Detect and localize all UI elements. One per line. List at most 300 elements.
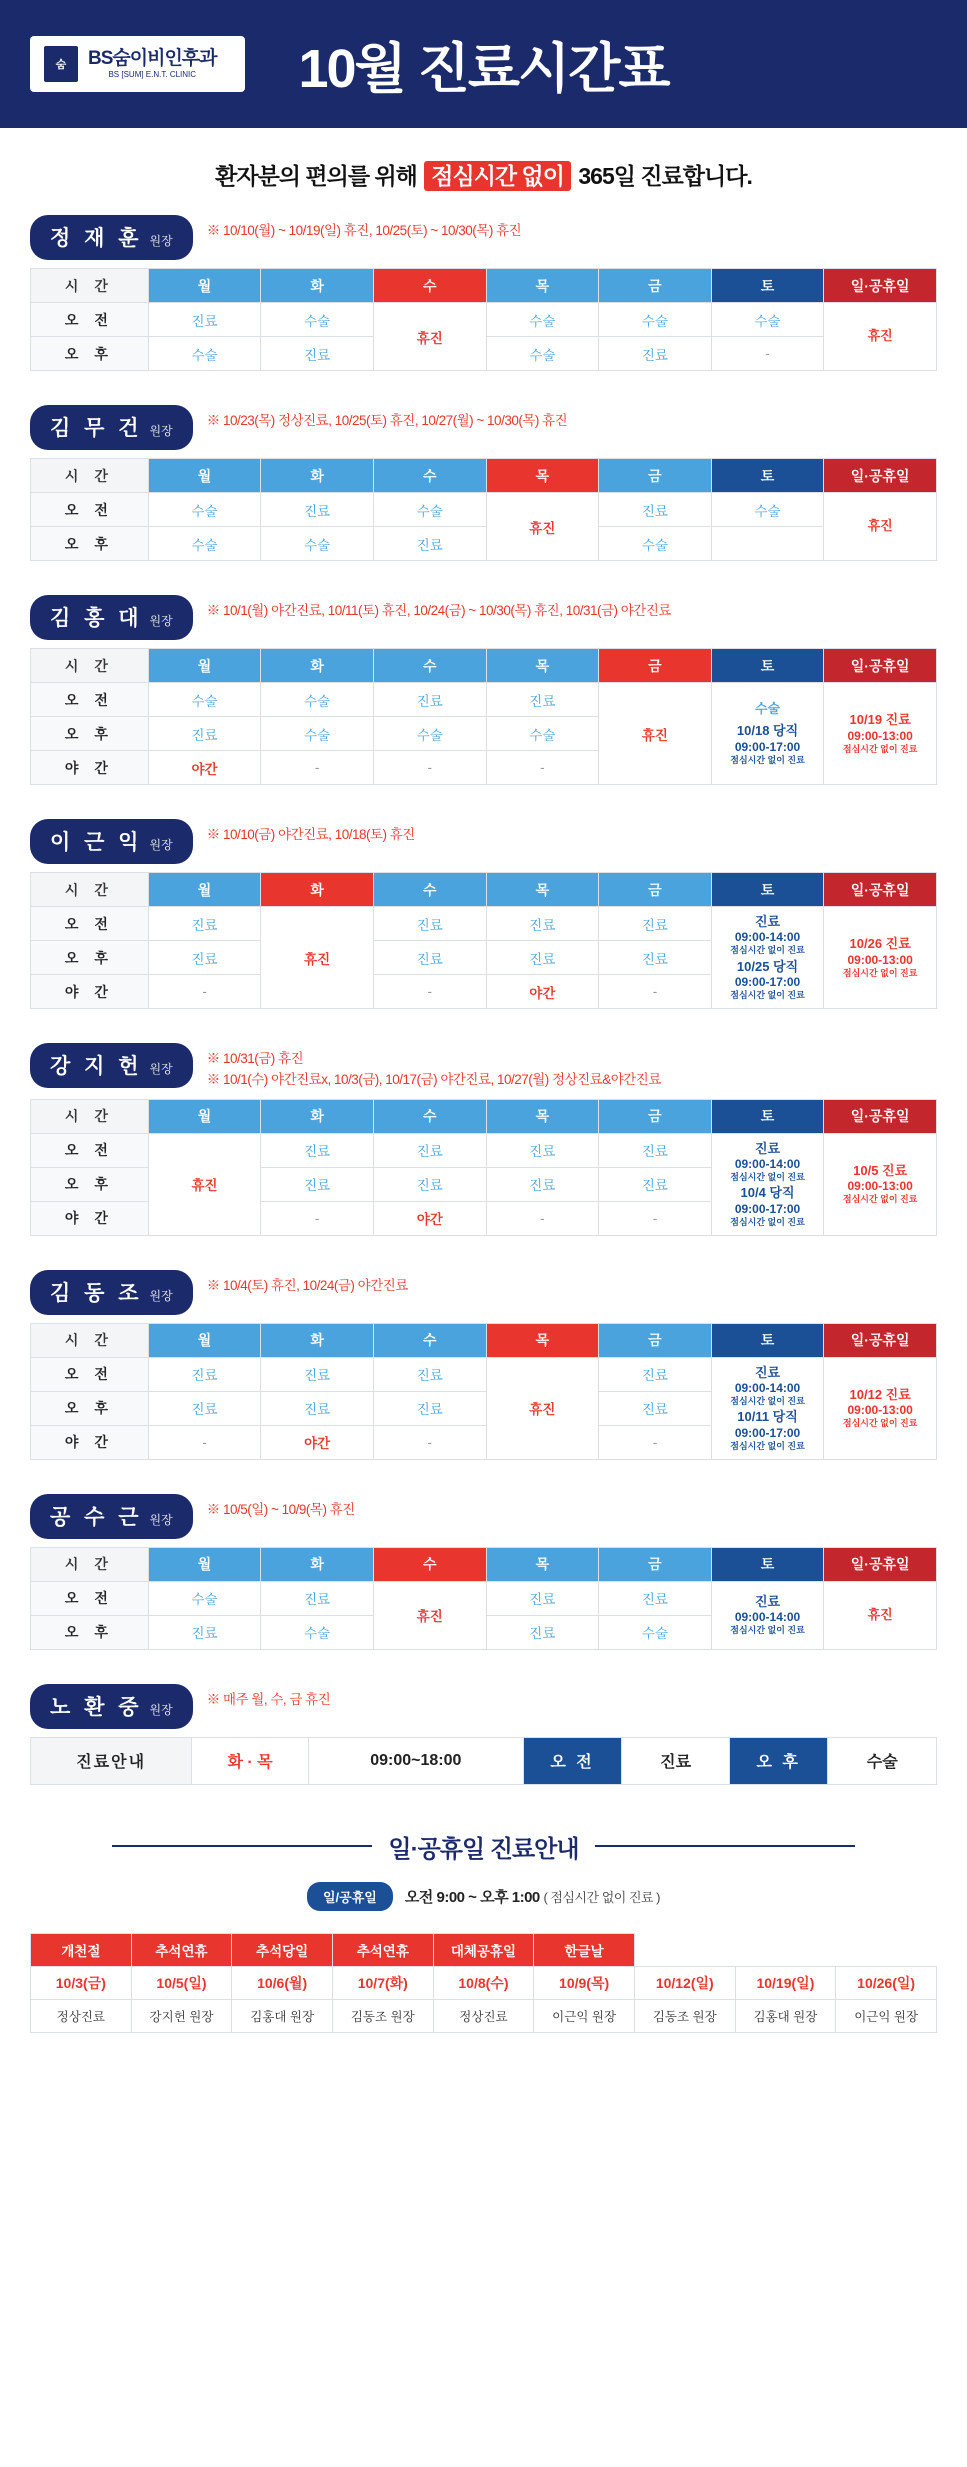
table-row (31, 683, 937, 717)
sunday-cell (824, 1581, 937, 1649)
special-cell (711, 1357, 824, 1459)
header-day-1: 화 (261, 1099, 374, 1133)
holiday-doctor-2: 김홍대 원장 (232, 1999, 333, 2032)
cell: 진료 (486, 1133, 599, 1167)
cell: 수술 (148, 527, 261, 561)
cell-closed: 휴진 (373, 1581, 486, 1649)
special-title: 진료 (754, 1594, 781, 1610)
doctor-notes-noh (207, 1684, 331, 1711)
duty-tag: 10/18 당직 (736, 723, 799, 739)
holiday-date-4: 10/8(수) (433, 1966, 534, 1999)
header-day-6: 일·공휴일 (824, 1099, 937, 1133)
cell: 진료 (148, 941, 261, 975)
cell: 진료 (599, 1167, 712, 1201)
header-day-4: 금 (599, 1323, 712, 1357)
cell: 진료 (486, 683, 599, 717)
row-label: 야 간 (31, 1425, 149, 1459)
holiday-hours-note: ( 점심시간 없이 진료 ) (543, 1889, 661, 1905)
special-cell (711, 907, 824, 1009)
header-day-6: 일·공휴일 (824, 1323, 937, 1357)
cell: - (261, 1201, 374, 1235)
header-day-2: 수 (373, 459, 486, 493)
cell: 진료 (599, 1391, 712, 1425)
special-note: 점심시간 없이 진료 (730, 945, 805, 956)
note-line: ※ 10/23(목) 정상진료, 10/25(토) 휴진, 10/27(월) ~ 10/30(목) 휴진 (206, 413, 568, 428)
duty-tag: 10/11 당직 (737, 1409, 798, 1425)
holiday-doctor-3: 김동조 원장 (332, 1999, 433, 2032)
special-cell (711, 683, 824, 785)
duty-note: 점심시간 없이 진료 (730, 1440, 805, 1451)
duty-time: 09:00-17:00 (734, 1201, 801, 1216)
holiday-header-4: 대체공휴일 (433, 1933, 534, 1966)
table-row (31, 907, 937, 941)
cell: 수술 (486, 303, 599, 337)
sun-time: 09:00-13:00 (847, 952, 913, 967)
cell: 진료 (148, 717, 261, 751)
row-label: 오 전 (31, 493, 149, 527)
cell: - (148, 975, 261, 1009)
cell-closed: 휴진 (261, 907, 374, 1009)
cell: 진료 (261, 493, 374, 527)
doctor-notes (207, 215, 521, 242)
doctor-notes (207, 405, 567, 432)
logo-mark-icon: 숨 (44, 46, 78, 82)
special-note: 점심시간 없이 진료 (730, 1172, 805, 1183)
cell: - (711, 337, 824, 371)
duty-time: 09:00-17:00 (734, 1425, 801, 1440)
doctor-name: 이 근 익 (50, 831, 143, 854)
cell: - (599, 975, 712, 1009)
holiday-doctor-6: 김동조 원장 (634, 1999, 735, 2032)
doctor-header (30, 405, 937, 450)
header-day-1: 화 (261, 459, 374, 493)
cell: 진료 (373, 941, 486, 975)
note-line: ※ 10/1(수) 야간진료x, 10/3(금), 10/17(금) 야간진료, 10/27(월) 정상진료&야간진료 (206, 1071, 661, 1087)
holiday-header-3: 추석연휴 (332, 1933, 433, 1966)
sun-time: 09:00-13:00 (847, 1179, 913, 1194)
cell: 진료 (373, 683, 486, 717)
table-header-row (31, 459, 937, 493)
sun-title: 10/5 진료 (853, 1163, 908, 1179)
page-title: 10월 진료시간표 (298, 38, 669, 99)
header-day-3: 목 (486, 459, 599, 493)
table-row (31, 1581, 937, 1615)
cell: - (373, 751, 486, 785)
divider-left (112, 1845, 372, 1847)
header-day-2: 수 (373, 1323, 486, 1357)
cell: 수술 (711, 493, 824, 527)
note-line: ※ 10/31(금) 휴진 (206, 1051, 304, 1066)
cell: 진료 (261, 1133, 374, 1167)
holiday-doctor-8: 이근익 원장 (836, 1999, 937, 2032)
sun-time: 09:00-13:00 (847, 1403, 913, 1418)
doctor-header-noh (30, 1684, 937, 1729)
holiday-title: 일·공휴일 진료안내 (388, 1835, 579, 1863)
header-time: 시 간 (31, 1547, 149, 1581)
header-day-3: 목 (486, 269, 599, 303)
cell: 수술 (261, 683, 374, 717)
cell-closed: 휴진 (599, 683, 712, 785)
holiday-header-2: 추석당일 (232, 1933, 333, 1966)
header-day-2: 수 (373, 873, 486, 907)
row-label: 야 간 (31, 975, 149, 1009)
special-note: 점심시간 없이 진료 (730, 1396, 805, 1407)
logo-subtitle: BS [SUM] E.N.T. CLINIC (108, 69, 197, 79)
sat-value: 수술 (754, 701, 781, 717)
doctor-notes (207, 1494, 355, 1521)
schedule-table (30, 268, 937, 371)
header-day-2: 수 (373, 269, 486, 303)
cell: 수술 (261, 303, 374, 337)
cell: - (373, 975, 486, 1009)
header-day-6: 일·공휴일 (824, 459, 937, 493)
holiday-table-header-row (31, 1933, 937, 1966)
header-day-1: 화 (261, 873, 374, 907)
sun-note: 점심시간 없이 진료 (842, 1418, 918, 1429)
holiday-header-7 (735, 1933, 836, 1966)
table-row (31, 527, 937, 561)
special-title: 진료 (754, 914, 781, 929)
header-day-6: 일·공휴일 (824, 1547, 937, 1581)
sunday-cell (824, 493, 937, 561)
duty-note: 점심시간 없이 진료 (730, 1216, 805, 1227)
header-time: 시 간 (31, 459, 149, 493)
holiday-title-row (30, 1829, 937, 1864)
special-time: 09:00-14:00 (734, 930, 801, 945)
cell: 수술 (261, 1615, 374, 1649)
doctor-name: 노 환 중 (50, 1695, 143, 1719)
holiday-doctor-0: 정상진료 (31, 1999, 132, 2032)
noh-time: 09:00~18:00 (309, 1738, 524, 1784)
header-day-3: 목 (486, 873, 599, 907)
cell: 수술 (148, 493, 261, 527)
sunday-cell (824, 683, 937, 785)
noh-pm-label: 오 후 (730, 1738, 829, 1784)
header-day-4: 금 (599, 873, 712, 907)
holiday-badge: 일/공휴일 (307, 1882, 393, 1911)
header-day-1: 화 (261, 1547, 374, 1581)
schedule-table (30, 458, 937, 561)
cell-closed: 휴진 (486, 1357, 599, 1459)
header-time: 시 간 (31, 873, 149, 907)
table-header-row (31, 1547, 937, 1581)
noh-am-label: 오 전 (524, 1738, 623, 1784)
duty-note: 점심시간 없이 진료 (730, 754, 805, 765)
doctor-notes (207, 819, 415, 846)
cell: 진료 (599, 907, 712, 941)
header-day-4: 금 (599, 459, 712, 493)
header-day-6: 일·공휴일 (824, 873, 937, 907)
doctor-header (30, 1494, 937, 1539)
cell: 진료 (148, 303, 261, 337)
cell: 진료 (373, 527, 486, 561)
cell: 진료 (373, 1167, 486, 1201)
cell-closed: 휴진 (148, 1133, 261, 1235)
holiday-table (30, 1933, 937, 2033)
row-label: 오 후 (31, 1167, 149, 1201)
doctor-block (30, 1270, 937, 1460)
doctor-name: 강 지 헌 (50, 1055, 143, 1078)
holiday-date-8: 10/26(일) (836, 1966, 937, 1999)
special-time: 09:00-14:00 (734, 1157, 801, 1172)
header-day-5: 토 (711, 1547, 824, 1581)
holiday-header-5: 한글날 (534, 1933, 635, 1966)
holiday-header-6 (634, 1933, 735, 1966)
special-title: 진료 (754, 1140, 781, 1156)
header-day-5: 토 (711, 649, 824, 683)
holiday-subtitle-row (0, 1882, 967, 1911)
doctor-rank: 원장 (149, 424, 173, 438)
header-day-1: 화 (261, 269, 374, 303)
table-header-row (31, 1099, 937, 1133)
cell: 수술 (599, 527, 712, 561)
sunday-cell (824, 303, 937, 371)
holiday-date-7: 10/19(일) (735, 1966, 836, 1999)
doctor-name-tag (30, 819, 193, 864)
doctor-rank: 원장 (149, 1288, 173, 1303)
doctor-block (30, 1043, 937, 1236)
holiday-date-0: 10/3(금) (31, 1966, 132, 1999)
cell: 진료 (599, 337, 712, 371)
schedule-table (30, 1323, 937, 1460)
row-label: 오 후 (31, 717, 149, 751)
doctor-name: 공 수 근 (50, 1505, 143, 1529)
cell: 진료 (599, 941, 712, 975)
doctor-name: 김 홍 대 (50, 607, 143, 630)
note-line: ※ 매주 월, 수, 금 휴진 (206, 1691, 331, 1707)
doctor-rank: 원장 (149, 838, 173, 852)
cell: 진료 (599, 1133, 712, 1167)
page-header (0, 0, 967, 128)
cell: 진료 (148, 1391, 261, 1425)
sun-value: 휴진 (867, 1607, 893, 1623)
header-time: 시 간 (31, 1099, 149, 1133)
header-day-2: 수 (373, 649, 486, 683)
sun-note: 점심시간 없이 진료 (842, 1194, 918, 1205)
sun-value: 휴진 (867, 328, 893, 344)
note-line: ※ 10/1(월) 야간진료, 10/11(토) 휴진, 10/24(금) ~ 10/30(목) 휴진, 10/31(금) 야간진료 (206, 603, 671, 618)
header-day-4: 금 (599, 1547, 712, 1581)
cell: 수술 (148, 1581, 261, 1615)
cell: 진료 (261, 1581, 374, 1615)
header-day-3: 목 (486, 1323, 599, 1357)
header-day-4: 금 (599, 269, 712, 303)
cell: 야간 (261, 1425, 374, 1459)
cell: 진료 (486, 1615, 599, 1649)
cell: 수술 (148, 337, 261, 371)
doctor-header (30, 595, 937, 640)
header-day-5: 토 (711, 1323, 824, 1357)
note-line: ※ 10/10(금) 야간진료, 10/18(토) 휴진 (206, 827, 415, 842)
header-day-4: 금 (599, 1099, 712, 1133)
special-cell (711, 1133, 824, 1235)
doctor-notes (207, 595, 671, 622)
cell: - (486, 1201, 599, 1235)
notice-highlight: 점심시간 없이 (424, 161, 571, 191)
header-day-6: 일·공휴일 (824, 269, 937, 303)
doctor-block (30, 819, 937, 1009)
cell: 진료 (373, 1391, 486, 1425)
doctor-name-tag-noh (30, 1684, 193, 1729)
header-day-3: 목 (486, 649, 599, 683)
cell: 진료 (373, 1357, 486, 1391)
noh-pm-value: 수술 (866, 1754, 898, 1772)
cell: - (373, 1425, 486, 1459)
noh-days: 화 · 목 (192, 1738, 308, 1784)
cell: 수술 (261, 527, 374, 561)
schedule-table (30, 1547, 937, 1650)
doctor-block (30, 405, 937, 561)
doctor-name-tag (30, 1494, 193, 1539)
sunday-cell (824, 1357, 937, 1459)
sunday-cell (824, 907, 937, 1009)
table-row (31, 1357, 937, 1391)
holiday-header-8 (836, 1933, 937, 1966)
header-day-2: 수 (373, 1547, 486, 1581)
noh-schedule-row (30, 1737, 937, 1785)
cell: - (599, 1201, 712, 1235)
header-time: 시 간 (31, 269, 149, 303)
holiday-table-dates-row (31, 1966, 937, 1999)
doctor-rank: 원장 (149, 614, 173, 628)
doctor-name-tag (30, 405, 193, 450)
holiday-date-1: 10/5(일) (131, 1966, 232, 1999)
cell: 진료 (373, 1133, 486, 1167)
header-day-5: 토 (711, 1099, 824, 1133)
header-time: 시 간 (31, 1323, 149, 1357)
table-row (31, 493, 937, 527)
doctor-header (30, 1270, 937, 1315)
holiday-date-2: 10/6(월) (232, 1966, 333, 1999)
doctor-schedule-list (0, 215, 967, 1650)
special-title: 진료 (754, 1364, 781, 1380)
special-note: 점심시간 없이 진료 (730, 1625, 805, 1636)
row-label: 오 후 (31, 1615, 149, 1649)
table-row (31, 1133, 937, 1167)
sun-note: 점심시간 없이 진료 (842, 743, 918, 754)
doctor-block-noh (30, 1684, 937, 1785)
cell: 진료 (599, 493, 712, 527)
sunday-cell (824, 1133, 937, 1235)
header-day-0: 월 (148, 649, 261, 683)
cell: 수술 (148, 683, 261, 717)
header-day-0: 월 (148, 269, 261, 303)
divider-right (595, 1845, 855, 1847)
row-label: 오 전 (31, 907, 149, 941)
table-header-row (31, 269, 937, 303)
noh-am-value: 진료 (622, 1738, 730, 1784)
header-day-5: 토 (711, 873, 824, 907)
holiday-doctor-4: 정상진료 (433, 1999, 534, 2032)
row-label: 오 전 (31, 1581, 149, 1615)
cell: 진료 (486, 941, 599, 975)
doctor-block (30, 215, 937, 371)
cell: 진료 (148, 907, 261, 941)
sun-title: 10/26 진료 (849, 936, 911, 952)
holiday-header-0: 개천절 (31, 1933, 132, 1966)
cell: 수술 (711, 303, 824, 337)
cell: 진료 (261, 1167, 374, 1201)
header-day-6: 일·공휴일 (824, 649, 937, 683)
header-day-3: 목 (486, 1099, 599, 1133)
header-day-0: 월 (148, 873, 261, 907)
doctor-header (30, 215, 937, 260)
doctor-notes (207, 1270, 408, 1297)
header-day-0: 월 (148, 459, 261, 493)
special-time: 09:00-14:00 (734, 1381, 801, 1396)
schedule-table (30, 1099, 937, 1236)
cell: 진료 (486, 907, 599, 941)
holiday-date-3: 10/7(화) (332, 1966, 433, 1999)
doctor-rank: 원장 (149, 234, 173, 248)
cell: - (261, 751, 374, 785)
cell: 진료 (148, 1615, 261, 1649)
cell: 진료 (486, 1581, 599, 1615)
holiday-table-doctors-row (31, 1999, 937, 2032)
notice-banner (0, 128, 967, 215)
doctor-name: 김 동 조 (50, 1281, 143, 1305)
cell: 진료 (261, 337, 374, 371)
doctor-name-tag (30, 595, 193, 640)
schedule-table (30, 648, 937, 785)
row-label: 오 후 (31, 941, 149, 975)
note-line: ※ 10/4(토) 휴진, 10/24(금) 야간진료 (206, 1277, 408, 1293)
cell: 야간 (373, 1201, 486, 1235)
header-day-4: 금 (599, 649, 712, 683)
holiday-doctor-5: 이근익 원장 (534, 1999, 635, 2032)
cell: - (599, 1425, 712, 1459)
doctor-name: 정 재 훈 (50, 227, 143, 250)
doctor-rank: 원장 (149, 1702, 173, 1717)
doctor-name-tag (30, 1043, 193, 1088)
cell: - (148, 1425, 261, 1459)
doctor-block (30, 1494, 937, 1650)
header-day-2: 수 (373, 1099, 486, 1133)
cell: 진료 (261, 1391, 374, 1425)
row-label: 오 후 (31, 1391, 149, 1425)
holiday-hours (405, 1886, 660, 1907)
header-day-3: 목 (486, 1547, 599, 1581)
cell: 수술 (373, 493, 486, 527)
note-line: ※ 10/10(월) ~ 10/19(일) 휴진, 10/25(토) ~ 10/30(목) 휴진 (206, 223, 522, 238)
cell: 진료 (599, 1581, 712, 1615)
holiday-doctor-1: 강지헌 원장 (131, 1999, 232, 2032)
header-time: 시 간 (31, 649, 149, 683)
doctor-header (30, 819, 937, 864)
noh-row-label: 진료안내 (31, 1738, 192, 1784)
cell: 수술 (599, 303, 712, 337)
cell: 진료 (599, 1357, 712, 1391)
cell (711, 527, 824, 561)
special-cell (711, 1581, 824, 1649)
header-day-1: 화 (261, 1323, 374, 1357)
duty-time: 09:00-17:00 (734, 739, 801, 754)
header-day-5: 토 (711, 269, 824, 303)
duty-tag: 10/25 당직 (736, 958, 799, 974)
cell: 수술 (599, 1615, 712, 1649)
doctor-name-tag (30, 1270, 193, 1315)
header-day-0: 월 (148, 1099, 261, 1133)
cell: 야간 (148, 751, 261, 785)
table-row (31, 303, 937, 337)
table-header-row (31, 649, 937, 683)
holiday-header-1: 추석연휴 (131, 1933, 232, 1966)
row-label: 오 후 (31, 527, 149, 561)
row-label: 야 간 (31, 1201, 149, 1235)
cell: 야간 (486, 975, 599, 1009)
holiday-date-5: 10/9(목) (534, 1966, 635, 1999)
doctor-header (30, 1043, 937, 1091)
